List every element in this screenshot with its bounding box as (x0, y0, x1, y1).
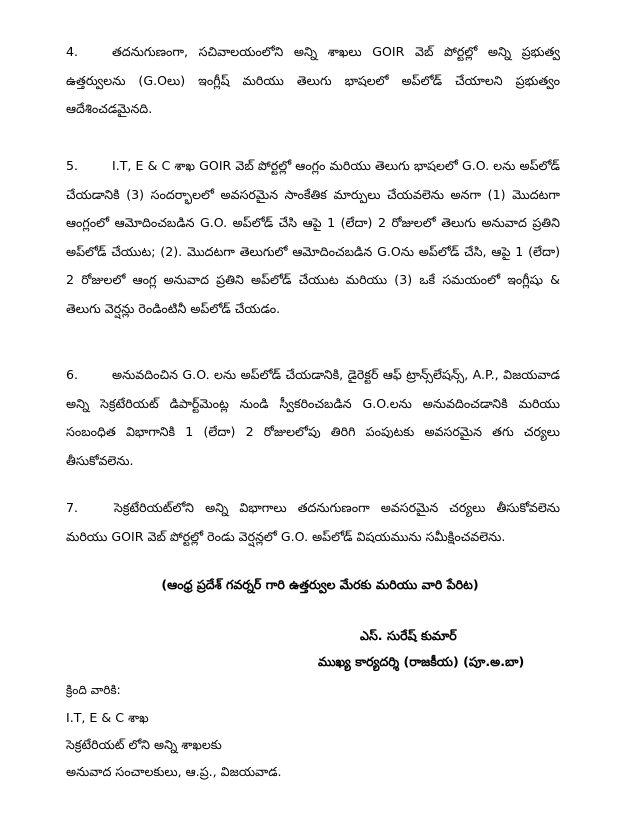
paragraph-7 (66, 494, 560, 551)
recipient-item: అనువాద సంచాలకులు, ఆ.ప్ర., విజయవాడ. (66, 764, 282, 779)
recipient-item: I.T, E & C శాఖ (66, 710, 149, 725)
paragraph-text: సెక్రటేరియట్‌లోని అన్ని విభాగాలు తదనుగుణంగా అవసరమైన చర్యలు తీసుకోవలెను మరియు GOIR వెబ్ పోర్టల్లో రెండు వెర్షన్లలో G.O. అప్‌లోడ్ విషయమును సమీక్షించవలెను. (66, 500, 560, 544)
paragraph-4 (66, 38, 560, 124)
paragraph-number: 5. (66, 158, 79, 173)
recipient-item: సెక్రటేరియట్ లోని అన్ని శాఖలకు (66, 737, 222, 752)
paragraph-text: తదనుగుణంగా, సచివాలయంలోని అన్ని శాఖలు GOIR వెబ్ పోర్టల్లో అన్ని ప్రభుత్వ ఉత్తర్వులను (G.Oలు) ఇంగ్లీష్ మరియు తెలుగు భాషలలో అప్‌లోడ్ చేయాలని ప్రభుత్వం ఆదేశించడమైనది. (66, 44, 560, 116)
paragraph-5 (66, 152, 560, 323)
paragraph-number: 7. (66, 500, 79, 515)
paragraph-number: 4. (66, 44, 79, 59)
paragraph-text: I.T, E & C శాఖ GOIR వెబ్ పోర్టల్లో ఆంగ్లం మరియు తెలుగు భాషలలో G.O. లను అప్‌లోడ్ చేయడానికి (3) సందర్భాలలో అవసరమైన సాంకేతిక మార్పులు చేయవలెను అనగా (1) మొదటగా ఆంగ్లంలో ఆమోదించబడిన G.O. అప్‌లోడ్ చేసి ఆపై 1 (లేదా) 2 రోజులలో తెలుగు అనువాద ప్రతిని అప్‌లోడ్ చేయుట; (2). మొదటగా తెలుగులో ఆమోదించబడిన G.Oను అప్‌లోడ్ చేసి, ఆపై 1 (లేదా) 2 రోజులలో ఆంగ్ల అనువాద ప్రతిని అప్‌లోడ్ చేయుట మరియు (3) ఒకే సమయంలో ఇంగ్లీషు & తెలుగు వెర్షన్లు రెండింటినీ అప్‌లోడ్ చేయడం. (66, 158, 560, 316)
order-line: (ఆంధ్ర ప్రదేశ్ గవర్నర్ గారి ఉత్తర్వుల మేరకు మరియు వారి పేరిట) (161, 577, 479, 592)
recipients-block (66, 677, 366, 785)
paragraph-6 (66, 361, 560, 475)
recipients-label: క్రింది వారికి: (66, 683, 121, 697)
signatory-name: ఎస్. సురేష్ కుమార్ (360, 628, 457, 643)
paragraph-text: అనువదించిన G.O. లను అప్‌లోడ్ చేయడానికి, డైరెక్టర్ ఆఫ్ ట్రాన్స్‌లేషన్స్, A.P., విజయవాడ అన్ని సెక్రటేరియట్ డిపార్ట్‌మెంట్ల నుండి స్వీకరించబడిన G.O.లను అనువదించడానికి మరియు సంబంధిత విభాగానికి 1 (లేదా) 2 రోజులలోపు తిరిగి పంపుటకు అవసరమైన తగు చర్యలు తీసుకోవలెను. (66, 367, 560, 468)
paragraph-number: 6. (66, 367, 79, 382)
signatory-title: ముఖ్య కార్యదర్శి (రాజకీయ) (పూ.అ.బా) (318, 654, 525, 669)
